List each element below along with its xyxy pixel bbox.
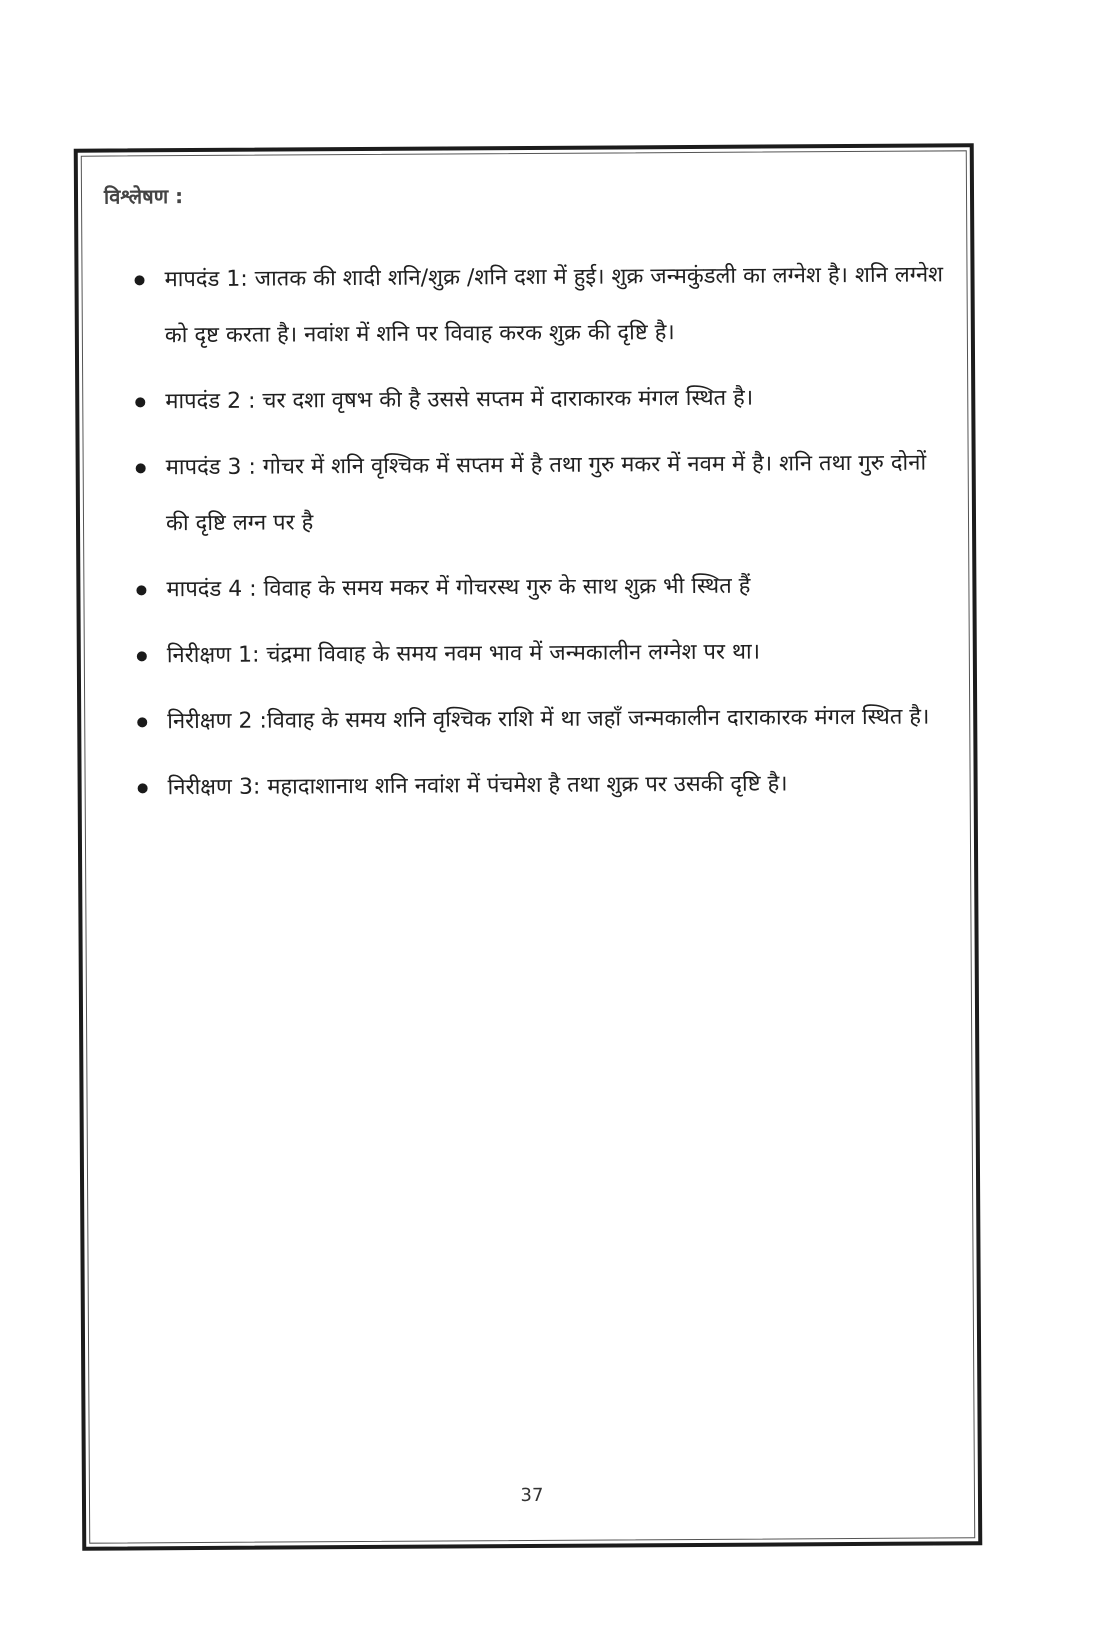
list-item-text: निरीक्षण 3: महादाशानाथ शनि नवांश में पंचमेश है तथा शुक्र पर उसकी दृष्टि है। bbox=[167, 771, 788, 801]
bullet-icon bbox=[136, 463, 146, 473]
page-number: 37 bbox=[520, 1484, 544, 1507]
list-item-text: निरीक्षण 2 :विवाह के समय शनि वृश्चिक राशि में था जहाँ जन्मकालीन दाराकारक मंगल स्थित है। bbox=[167, 704, 930, 735]
analysis-list bbox=[134, 247, 957, 826]
bullet-icon bbox=[137, 651, 147, 661]
bullet-icon bbox=[136, 585, 146, 595]
list-item bbox=[137, 623, 957, 684]
bullet-icon bbox=[135, 397, 145, 407]
list-item-text: मापदंड 2 : चर दशा वृषभ की है उससे सप्तम में दाराकारक मंगल स्थित है। bbox=[165, 385, 754, 415]
list-item bbox=[136, 435, 957, 552]
bullet-icon bbox=[137, 717, 147, 727]
list-item-text: निरीक्षण 1: चंद्रमा विवाह के समय नवम भाव में जन्मकालीन लग्नेश पर था। bbox=[166, 639, 761, 669]
list-item-text: मापदंड 3 : गोचर में शनि वृश्चिक में सप्तम में है तथा गुरु मकर में नवम में है। शनि तथा गुरु दोनों की दृष्टि लग्न पर है bbox=[165, 450, 927, 537]
bullet-icon bbox=[138, 783, 148, 793]
page-frame bbox=[74, 143, 983, 1550]
list-item bbox=[137, 689, 957, 750]
section-heading: विश्लेषण : bbox=[103, 184, 184, 209]
list-item bbox=[137, 755, 957, 816]
bullet-icon bbox=[135, 275, 145, 285]
list-item bbox=[136, 557, 956, 618]
list-item bbox=[134, 247, 955, 364]
list-item-text: मापदंड 4 : विवाह के समय मकर में गोचरस्थ गुरु के साथ शुक्र भी स्थित हैं bbox=[166, 573, 751, 603]
list-item bbox=[135, 369, 955, 430]
list-item-text: मापदंड 1: जातक की शादी शनि/शुक्र /शनि दशा में हुई। शुक्र जन्मकुंडली का लग्नेश है। शनि लग्नेश को दृष्ट करता है। नवांश में शनि पर विवाह करक शुक्र की दृष्टि है। bbox=[164, 262, 944, 349]
